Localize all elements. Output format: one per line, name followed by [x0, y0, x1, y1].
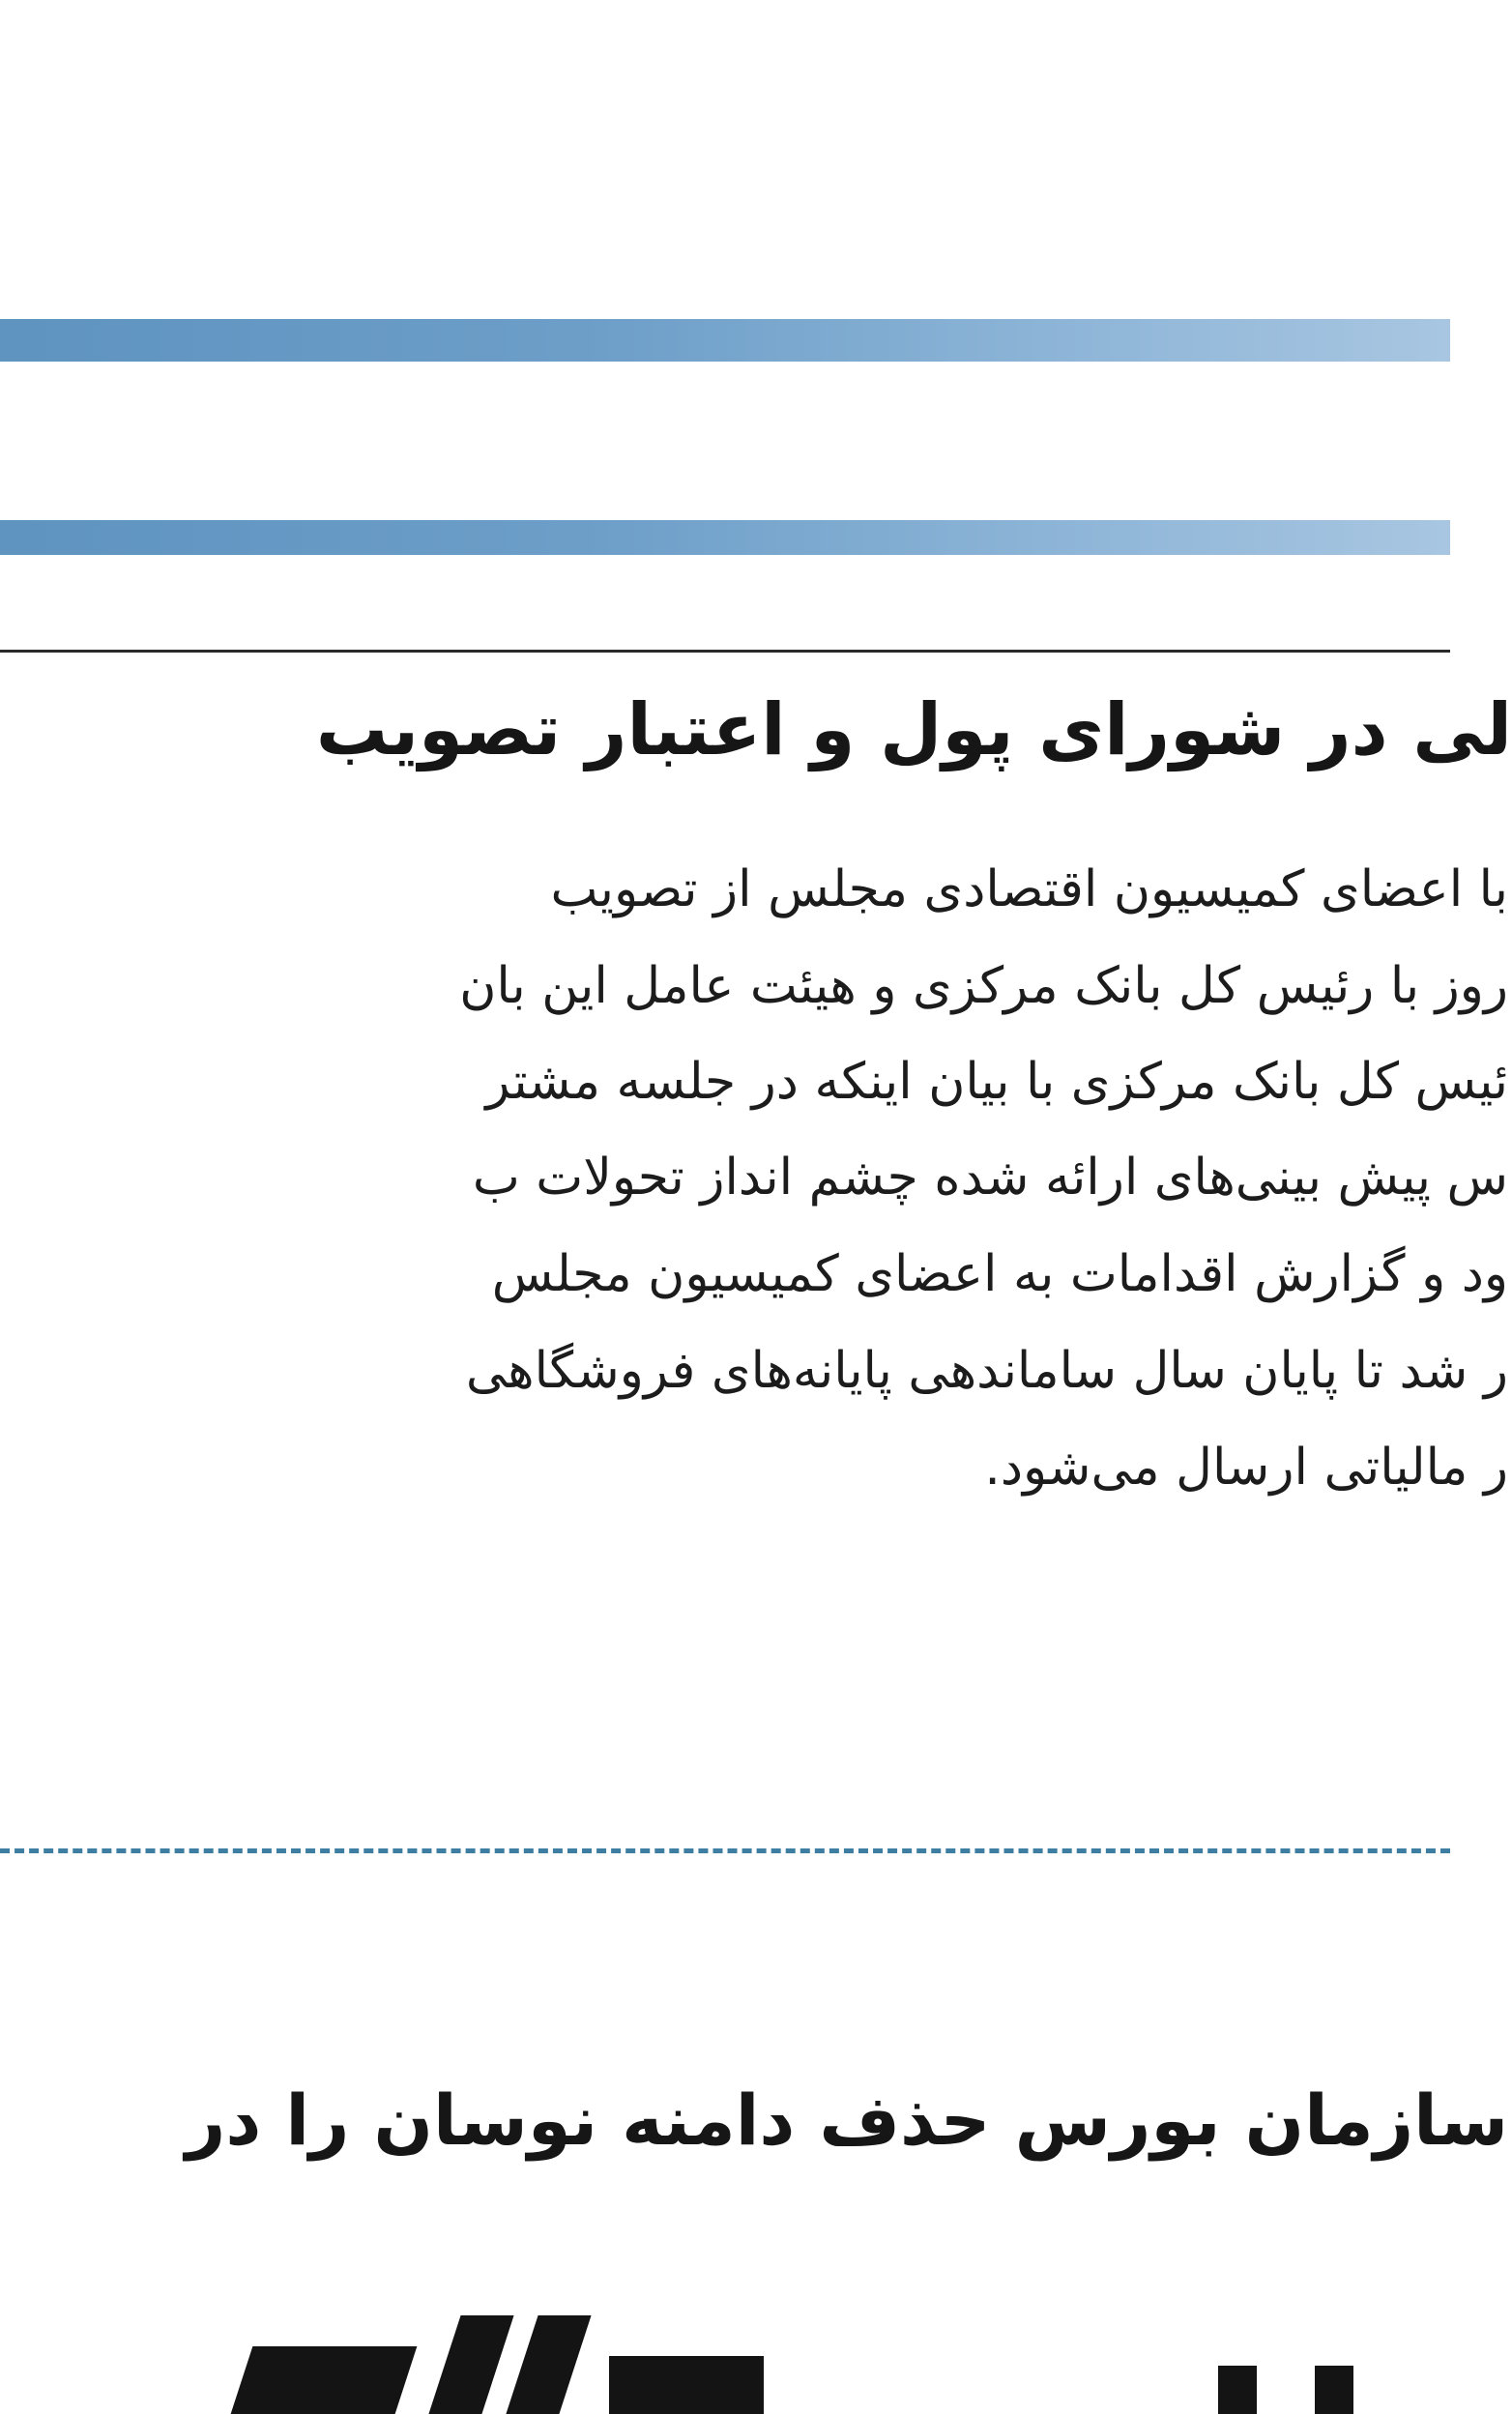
article-body-line: با اعضای کمیسیون اقتصادی مجلس از تصویب — [550, 860, 1508, 918]
article-body-line: ئیس کل بانک مرکزی با بیان اینکه در جلسه مشتر — [485, 1053, 1508, 1111]
article-body-line: روز با رئیس کل بانک مرکزی و هیئت عامل این بان — [459, 957, 1508, 1015]
top-accent-band — [0, 319, 1450, 362]
article-body-line: ر شد تا پایان سال ساماندهی پایانه‌های فروشگاهی — [465, 1342, 1508, 1400]
article-body-line: ود و گزارش اقدامات به اعضای کمیسیون مجلس — [491, 1245, 1508, 1303]
article-headline: لی در شورای پول و اعتبار تصویب — [315, 688, 1512, 771]
dashed-divider — [0, 1848, 1450, 1853]
article-body-line: ر مالیاتی ارسال می‌شود. — [984, 1439, 1508, 1497]
cropped-large-heading-fragment — [242, 2315, 1498, 2414]
second-article-headline: سازمان بورس حذف دامنه نوسان را در — [185, 2080, 1508, 2161]
section-divider — [0, 650, 1450, 653]
article-body-line: س پیش بینی‌های ارائه شده چشم انداز تحولات ب — [472, 1149, 1508, 1207]
bottom-accent-band — [0, 520, 1450, 555]
